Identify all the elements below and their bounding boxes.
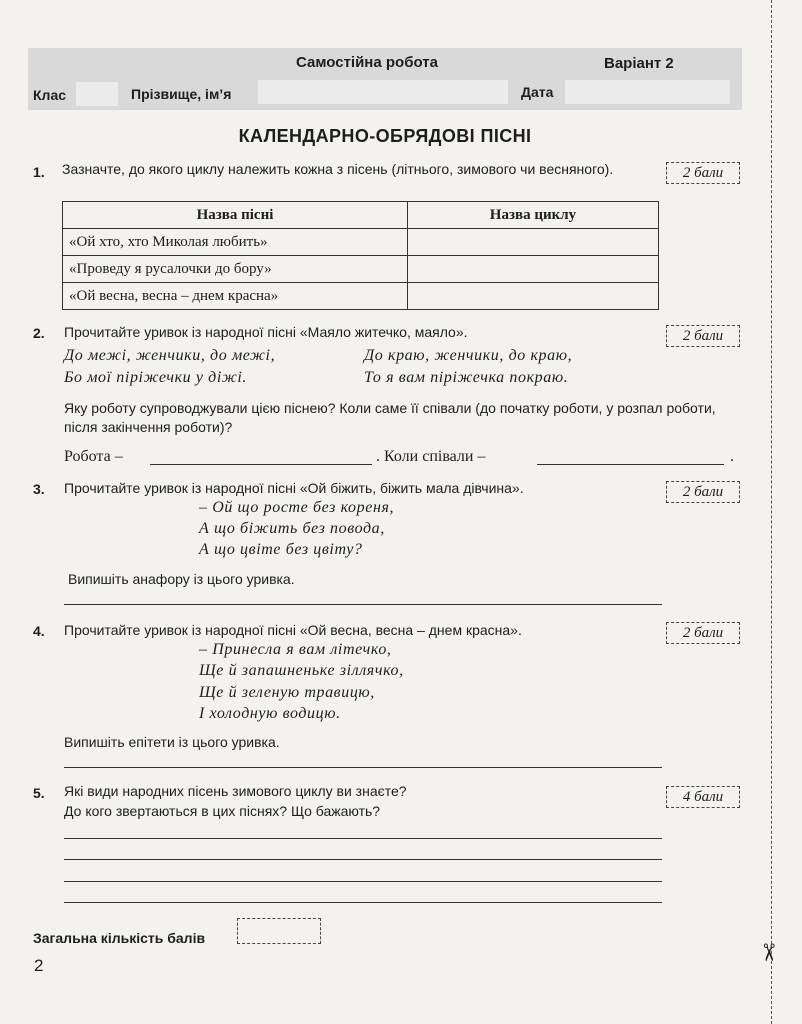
- page-number: 2: [34, 956, 44, 975]
- q2-verse-right-1: До краю, женчики, до краю,: [364, 347, 573, 364]
- q2-number: 2.: [33, 325, 45, 341]
- q3-text: Прочитайте уривок із народної пісні «Ой біжить, біжить мала дівчина».: [64, 480, 524, 496]
- q2-question: Яку роботу супроводжували цією піснею? Коли саме її співали (до початку роботи, у розпал роботи, після закінчення роботи)?: [64, 400, 716, 435]
- table-row: [63, 229, 659, 256]
- q4-text: Прочитайте уривок із народної пісні «Ой весна, весна – днем красна».: [64, 622, 522, 638]
- name-field[interactable]: [258, 80, 508, 104]
- date-label: Дата: [521, 84, 554, 100]
- q2-text: Прочитайте уривок із народної пісні «Маяло житечко, маяло».: [64, 324, 468, 340]
- q3-answer-line[interactable]: [64, 604, 662, 605]
- q4-number: 4.: [33, 623, 45, 639]
- q2-when-answer-line[interactable]: [537, 464, 724, 465]
- total-points-box[interactable]: [237, 918, 321, 944]
- page-title: КАЛЕНДАРНО-ОБРЯДОВІ ПІСНІ: [238, 126, 532, 146]
- q2-verse-right-2: То я вам піріжечка покраю.: [364, 369, 569, 386]
- q5-answer-line[interactable]: [64, 859, 662, 860]
- class-label: Клас: [33, 87, 67, 103]
- q3-verse-1: – Ой що росте без кореня,: [199, 499, 395, 516]
- q1-text: Зазначте, до якого циклу належить кожна з пісень (літнього, зимового чи весняного).: [62, 161, 614, 177]
- worksheet-title: Самостійна робота: [296, 54, 438, 71]
- song-name-cell: «Ой весна, весна – днем красна»: [63, 283, 408, 310]
- q4-verse-4: І холодную водицю.: [199, 705, 341, 722]
- q3-points-box: 2 бали: [666, 481, 740, 503]
- q5-answer-line[interactable]: [64, 881, 662, 882]
- table-row: [63, 283, 659, 310]
- q1-number: 1.: [33, 164, 45, 180]
- q4-answer-line[interactable]: [64, 767, 662, 768]
- name-label: Прізвище, ім’я: [131, 86, 232, 102]
- q2-points-box: 2 бали: [666, 325, 740, 347]
- songs-table: [62, 201, 659, 310]
- cut-line: [771, 0, 772, 1024]
- q5-points-box: 4 бали: [666, 786, 740, 808]
- q4-verse-3: Ще й зеленую травицю,: [199, 684, 375, 701]
- q5-line-2: До кого звертаються в цих піснях? Що бажають?: [64, 803, 381, 819]
- table-header-song: Назва пісні: [63, 202, 408, 229]
- song-name-cell: «Ой хто, хто Миколая любить»: [63, 229, 408, 256]
- q5-answer-line[interactable]: [64, 902, 662, 903]
- q5-answer-line[interactable]: [64, 838, 662, 839]
- q2-answer-when-label: . Коли співали –: [376, 448, 486, 465]
- scissors-icon: ✂: [754, 942, 782, 963]
- total-points-label: Загальна кількість балів: [33, 930, 206, 946]
- q4-verse-2: Ще й запашненьке зіллячко,: [199, 662, 404, 679]
- q2-verse-left-1: До межі, женчики, до межі,: [64, 347, 276, 364]
- table-row: [63, 256, 659, 283]
- q2-verse-left-2: Бо мої піріжечки у діжі.: [64, 369, 248, 386]
- date-field[interactable]: [565, 80, 730, 104]
- table-header-cycle: Назва циклу: [408, 202, 659, 229]
- q3-verse-3: А що цвіте без цвіту?: [199, 541, 363, 558]
- q2-answer-work-label: Робота –: [64, 448, 123, 465]
- q2-answer-end: .: [730, 448, 734, 465]
- cycle-answer-cell[interactable]: [408, 256, 659, 283]
- q4-verse-1: – Принесла я вам літечко,: [199, 641, 392, 658]
- variant-label: Варіант 2: [604, 55, 674, 72]
- q4-task: Випишіть епітети із цього уривка.: [64, 734, 280, 750]
- cycle-answer-cell[interactable]: [408, 229, 659, 256]
- table-header-row: [63, 202, 659, 229]
- q5-line-1: Які види народних пісень зимового циклу ви знаєте?: [64, 783, 407, 799]
- q5-number: 5.: [33, 785, 45, 801]
- q4-points-box: 2 бали: [666, 622, 740, 644]
- q2-work-answer-line[interactable]: [150, 464, 372, 465]
- q3-task: Випишіть анафору із цього уривка.: [68, 571, 295, 587]
- q1-points-box: 2 бали: [666, 162, 740, 184]
- cycle-answer-cell[interactable]: [408, 283, 659, 310]
- class-field[interactable]: [76, 82, 118, 106]
- q3-verse-2: А що біжить без повода,: [199, 520, 385, 537]
- song-name-cell: «Проведу я русалочки до бору»: [63, 256, 408, 283]
- q3-number: 3.: [33, 481, 45, 497]
